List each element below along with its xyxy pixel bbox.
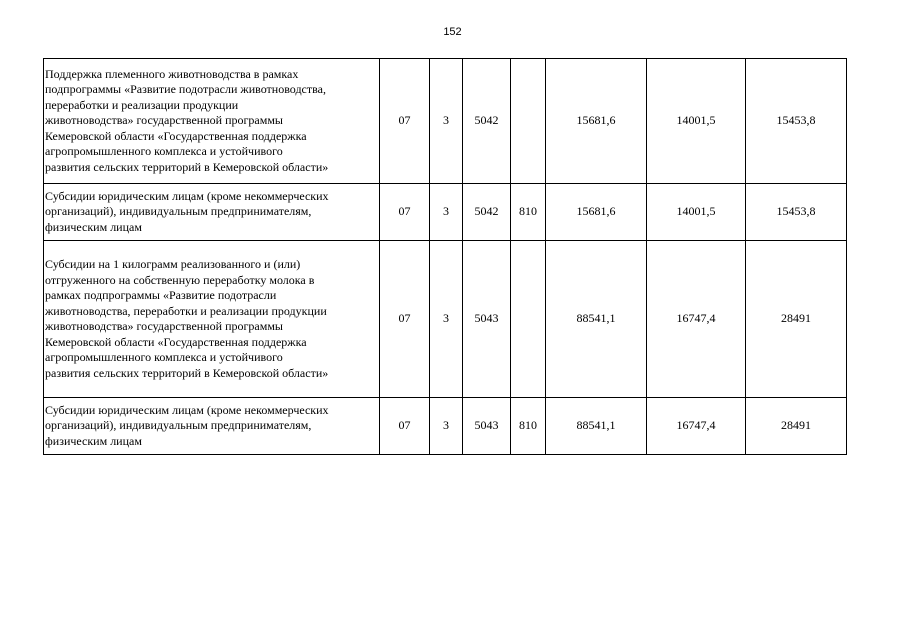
budget-table — [43, 58, 847, 455]
amount-year-3: 15453,8 — [746, 59, 847, 184]
amount-year-3: 28491 — [746, 241, 847, 398]
expense-type-code: 810 — [511, 184, 546, 241]
table-row — [44, 241, 847, 398]
amount-year-3: 15453,8 — [746, 184, 847, 241]
amount-year-1: 15681,6 — [546, 184, 647, 241]
row-description: Субсидии юридическим лицам (кроме некоммерческих организаций), индивидуальным предпринимателям, физическим лицам — [44, 184, 380, 241]
expense-type-code: 810 — [511, 398, 546, 455]
section-code: 07 — [380, 184, 430, 241]
section-code: 07 — [380, 241, 430, 398]
subprogram-code: 3 — [430, 241, 463, 398]
row-description: Субсидии на 1 килограмм реализованного и (или) отгруженного на собственную переработку молока в рамках подпрограммы «Развитие подотрасли животноводства, переработки и реализации продукции животноводства» государственной программы Кемеровской области «Государственная поддержка агропромышленного комплекса и устойчивого развития сельских территорий в Кемеровской области» — [44, 241, 380, 398]
row-description: Субсидии юридическим лицам (кроме некоммерческих организаций), индивидуальным предпринимателям, физическим лицам — [44, 398, 380, 455]
amount-year-2: 16747,4 — [647, 241, 746, 398]
target-article-code: 5043 — [463, 241, 511, 398]
amount-year-1: 15681,6 — [546, 59, 647, 184]
amount-year-2: 14001,5 — [647, 59, 746, 184]
section-code: 07 — [380, 59, 430, 184]
amount-year-1: 88541,1 — [546, 241, 647, 398]
subprogram-code: 3 — [430, 184, 463, 241]
amount-year-3: 28491 — [746, 398, 847, 455]
subprogram-code: 3 — [430, 59, 463, 184]
expense-type-code — [511, 241, 546, 398]
row-description: Поддержка племенного животноводства в рамках подпрограммы «Развитие подотрасли животноводства, переработки и реализации продукции животноводства» государственной программы Кемеровской области «Государственная поддержка агропромышленного комплекса и устойчивого развития сельских территорий в Кемеровской области» — [44, 59, 380, 184]
table-row — [44, 398, 847, 455]
target-article-code: 5042 — [463, 184, 511, 241]
target-article-code: 5043 — [463, 398, 511, 455]
subprogram-code: 3 — [430, 398, 463, 455]
amount-year-1: 88541,1 — [546, 398, 647, 455]
expense-type-code — [511, 59, 546, 184]
table-row — [44, 184, 847, 241]
section-code: 07 — [380, 398, 430, 455]
target-article-code: 5042 — [463, 59, 511, 184]
table-row — [44, 59, 847, 184]
amount-year-2: 14001,5 — [647, 184, 746, 241]
amount-year-2: 16747,4 — [647, 398, 746, 455]
page-number: 152 — [443, 26, 462, 38]
